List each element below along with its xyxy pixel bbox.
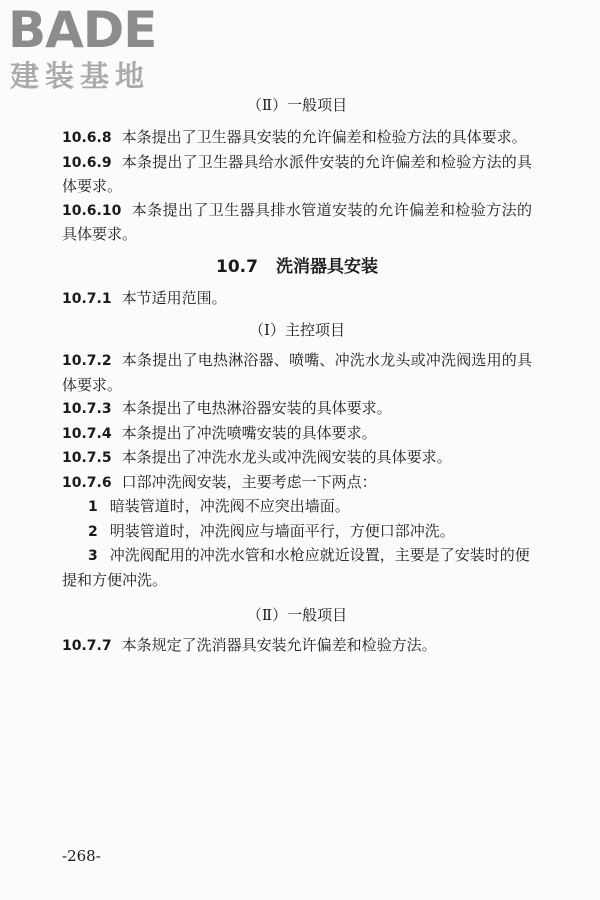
section-title	[62, 253, 532, 281]
list-item-text: 暗装管道时，冲洗阀不应突出墙面。	[109, 497, 350, 515]
clause-number: 10.7.6	[62, 474, 112, 491]
clause-text: 本条规定了洗消器具安装允许偏差和检验方法。	[121, 636, 437, 654]
clause-10-7-6	[62, 471, 532, 496]
subheading-general-items-2: （Ⅱ）一般项目	[246, 606, 348, 624]
list-item-number: 3	[88, 548, 98, 564]
list-item-text: 明装管道时，冲洗阀应与墙面平行，方便口部冲洗。	[109, 521, 455, 540]
clause-10-6-9	[62, 151, 532, 199]
clause-number: 10.7.5	[62, 450, 112, 466]
clause-text: 本条提出了冲洗水龙头或冲洗阀安装的具体要求。	[121, 448, 452, 466]
clause-text: 口部冲洗阀安装，主要考虑一下两点：	[121, 472, 377, 491]
clause-10-6-8	[62, 126, 532, 151]
clause-10-6-10	[62, 199, 532, 247]
clause-number: 10.7.7	[62, 638, 112, 654]
clause-number: 10.7.4	[62, 425, 112, 442]
page-number: -268-	[62, 847, 101, 865]
subheading-main-control-items: （Ⅰ）主控项目	[249, 321, 345, 339]
clause-text: 本条提出了卫生器具安装的允许偏差和检验方法的具体要求。	[121, 128, 527, 146]
clause-10-7-5	[62, 446, 532, 471]
clause-number: 10.6.9	[62, 154, 112, 171]
logo-word: BADE	[8, 1, 157, 59]
list-item-number: 1	[88, 499, 98, 515]
clause-text: 本节适用范围。	[121, 288, 227, 307]
clause-number: 10.7.2	[62, 353, 112, 369]
clause-text: 本条提出了卫生器具给水派件安装的允许偏差和检验方法的具体要求。	[62, 152, 532, 195]
list-item	[62, 520, 532, 545]
clause-number: 10.6.8	[62, 130, 112, 146]
clause-text: 本条提出了卫生器具排水管道安装的允许偏差和检验方法的具体要求。	[62, 200, 532, 243]
document-body	[62, 92, 532, 659]
clause-number: 10.7.3	[62, 401, 112, 417]
clause-number: 10.6.10	[62, 202, 122, 219]
clause-text: 本条提出了电热淋浴器、喷嘴、冲洗水龙头或冲洗阀选用的具体要求。	[62, 351, 532, 394]
subheading-general-items: （Ⅱ）一般项目	[246, 96, 348, 114]
list-item-text: 冲洗阀配用的冲洗水管和水枪应就近设置，主要是了安装时的便提和方便冲洗。	[62, 546, 530, 589]
list-item	[62, 495, 532, 520]
section-number: 10.7	[216, 256, 258, 277]
watermark-logo	[8, 1, 183, 96]
clause-number: 10.7.1	[62, 290, 112, 307]
logo-subtitle: 建装基地	[10, 59, 151, 93]
clause-10-7-1	[62, 287, 532, 312]
clause-text: 本条提出了电热淋浴器安装的具体要求。	[121, 399, 392, 417]
list-item	[62, 544, 532, 592]
clause-10-7-2	[62, 349, 532, 397]
clause-10-7-7	[62, 634, 532, 659]
clause-text: 本条提出了冲洗喷嘴安装的具体要求。	[121, 423, 377, 442]
section-name: 洗消器具安装	[275, 256, 378, 277]
clause-10-7-3	[62, 397, 532, 422]
list-item-number: 2	[88, 523, 98, 540]
clause-10-7-4	[62, 422, 532, 447]
